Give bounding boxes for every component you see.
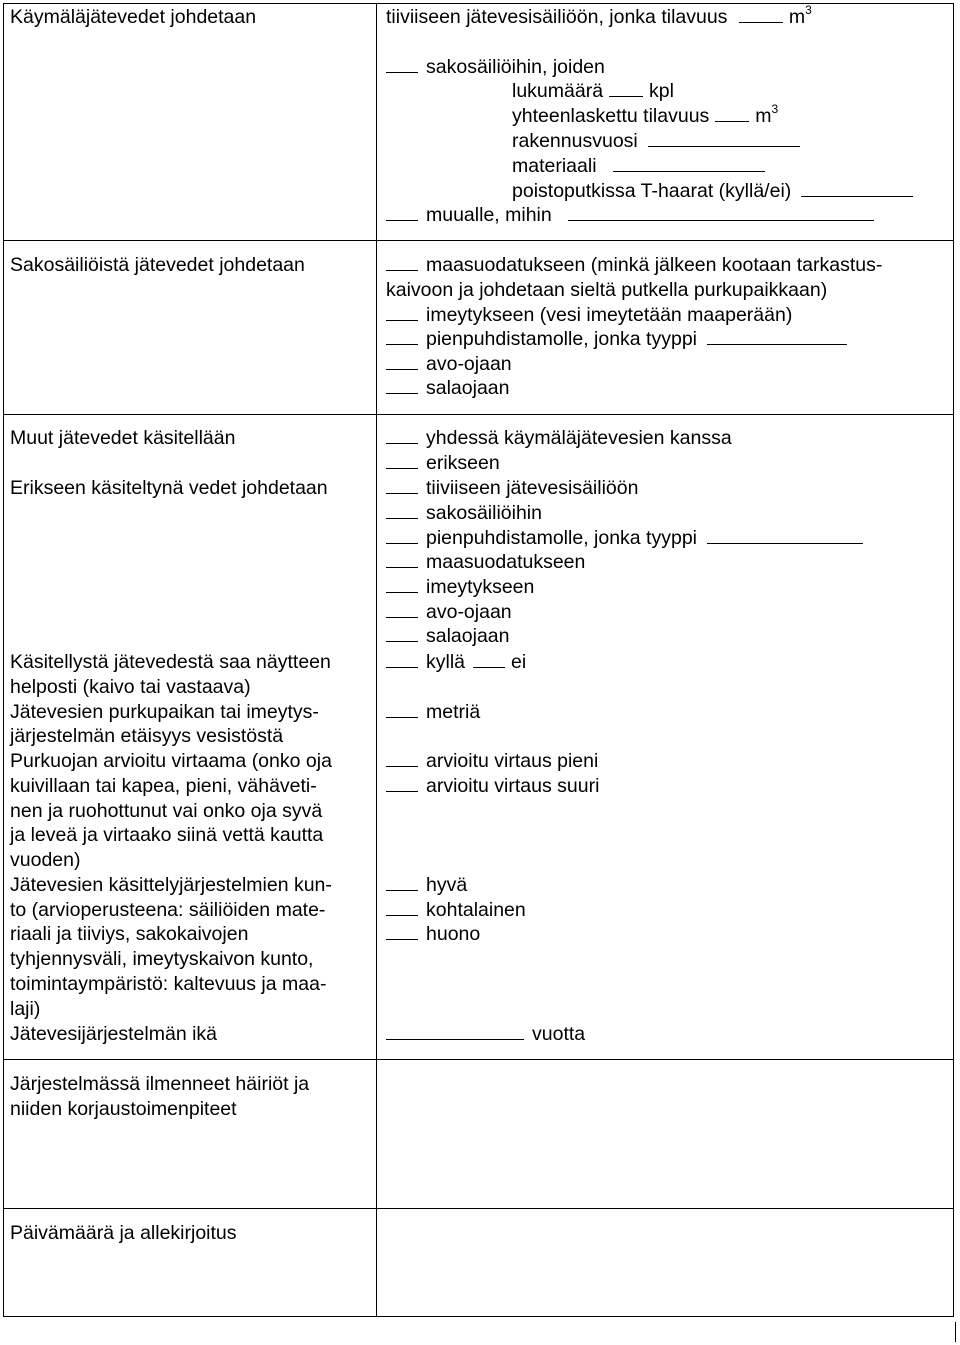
ground-filter-option — [386, 253, 882, 277]
sample-label-2: helposti (kaivo tai vastaava) — [10, 676, 251, 698]
unit-superscript: 3 — [771, 102, 779, 116]
sep-infiltration-option — [386, 575, 534, 599]
sep-infiltration-text: imeytykseen — [426, 576, 535, 598]
sep-ground-filter-text: maasuodatukseen — [426, 551, 586, 573]
material-label: materiaali — [512, 155, 597, 177]
checkbox-blank[interactable] — [386, 749, 418, 767]
toilet-wastewater-label: Käymäläjätevedet johdetaan — [10, 6, 257, 28]
flow-label-5: vuoden) — [10, 849, 81, 871]
page-edge-mark — [955, 1322, 956, 1342]
septic-outflow-label: Sakosäiliöistä jätevedet johdetaan — [10, 254, 305, 276]
small-plant-type-field[interactable] — [707, 327, 847, 345]
sep-subdrain-option — [386, 624, 509, 648]
faults-field[interactable] — [380, 1062, 950, 1206]
tank-text: tiiviiseen jätevesisäiliöön, jonka tilavuus — [386, 6, 728, 28]
distance-label-2: järjestelmän etäisyys vesistöstä — [10, 725, 284, 747]
t-branches-label: poistoputkissa T-haarat (kyllä/ei) — [512, 180, 792, 202]
checkbox-blank[interactable] — [386, 526, 418, 544]
sep-small-plant-text: pienpuhdistamolle, jonka tyyppi — [426, 527, 698, 549]
checkbox-blank[interactable] — [386, 873, 418, 891]
flow-label-3: nen ja ruohottunut vai onko oja syvä — [10, 800, 323, 822]
checkbox-blank[interactable] — [386, 376, 418, 394]
separate-treatment-label: Erikseen käsiteltynä vedet johdetaan — [10, 477, 328, 499]
flow-high-option — [386, 774, 599, 798]
row-divider — [3, 240, 954, 241]
checkbox-blank[interactable] — [386, 501, 418, 519]
checkbox-blank[interactable] — [386, 774, 418, 792]
tank-unit: m — [788, 6, 806, 28]
ground-filter-text-cont: kaivoon ja johdetaan sieltä putkella purkupaikkaan) — [386, 279, 828, 301]
year-built-field[interactable] — [648, 129, 800, 147]
open-ditch-option — [386, 352, 512, 376]
condition-good-text: hyvä — [426, 874, 468, 896]
checkbox-blank[interactable] — [386, 203, 418, 221]
total-volume-label: yhteenlaskettu tilavuus — [512, 105, 710, 127]
total-volume-unit: m — [755, 105, 772, 127]
checkbox-blank[interactable] — [386, 253, 418, 271]
condition-label-3: riaali ja tiiviys, sakokaivojen — [10, 923, 249, 945]
condition-label-2: to (arvioperusteena: säiliöiden mate- — [10, 899, 326, 921]
distance-unit: metriä — [426, 701, 481, 723]
sep-subdrain-text: salaojaan — [426, 625, 510, 647]
subdrain-option — [386, 376, 509, 400]
separately-option — [386, 451, 500, 475]
sep-open-ditch-text: avo-ojaan — [426, 601, 512, 623]
condition-poor-text: huono — [426, 923, 481, 945]
checkbox-blank[interactable] — [386, 624, 418, 642]
condition-label-6: laji) — [10, 998, 41, 1020]
septic-tanks-option — [386, 55, 605, 79]
material-row — [512, 154, 771, 178]
other-wastewater-label: Muut jätevedet käsitellään — [10, 427, 236, 449]
age-label: Jätevesijärjestelmän ikä — [10, 1023, 218, 1045]
checkbox-blank[interactable] — [386, 55, 418, 73]
checkbox-blank[interactable] — [386, 476, 418, 494]
t-branches-row — [512, 179, 919, 203]
material-field[interactable] — [613, 154, 765, 172]
open-ditch-text: avo-ojaan — [426, 353, 512, 375]
faults-label-2: niiden korjaustoimenpiteet — [10, 1098, 237, 1120]
condition-good-option — [386, 873, 467, 897]
flow-label-4: ja leveä ja virtaako siinä vettä kautta — [10, 824, 324, 846]
t-branches-field[interactable] — [801, 179, 913, 197]
sample-yes: kyllä — [426, 651, 466, 673]
sep-septic-text: sakosäiliöihin — [426, 502, 542, 524]
sep-small-plant-type-field[interactable] — [707, 526, 863, 544]
checkbox-blank[interactable] — [386, 352, 418, 370]
small-plant-option — [386, 327, 853, 351]
condition-label-1: Jätevesien käsittelyjärjestelmien kun- — [10, 874, 332, 896]
sample-options — [386, 650, 526, 674]
condition-poor-option — [386, 922, 480, 946]
column-divider — [376, 3, 377, 1317]
together-text: yhdessä käymäläjätevesien kanssa — [426, 427, 732, 449]
sep-tank-option — [386, 476, 638, 500]
checkbox-blank[interactable] — [386, 550, 418, 568]
count-field[interactable] — [609, 79, 643, 97]
flow-label-2: kuivillaan tai kapea, pieni, vähäveti- — [10, 775, 317, 797]
sample-no: ei — [511, 651, 527, 673]
separately-text: erikseen — [426, 452, 500, 474]
tank-option — [386, 5, 812, 29]
subdrain-text: salaojaan — [426, 377, 510, 399]
checkbox-blank[interactable] — [386, 922, 418, 940]
sep-small-plant-option — [386, 526, 869, 550]
signature-field[interactable] — [380, 1211, 950, 1314]
row-divider — [3, 1059, 954, 1060]
flow-low-text: arvioitu virtaus pieni — [426, 750, 599, 772]
together-option — [386, 426, 732, 450]
checkbox-blank[interactable] — [386, 303, 418, 321]
age-unit: vuotta — [532, 1023, 586, 1045]
checkbox-blank[interactable] — [386, 575, 418, 593]
condition-fair-text: kohtalainen — [426, 899, 526, 921]
elsewhere-text: muualle, mihin — [426, 204, 552, 226]
faults-label-1: Järjestelmässä ilmenneet häiriöt ja — [10, 1073, 310, 1095]
elsewhere-field[interactable] — [568, 203, 874, 221]
flow-label-1: Purkuojan arvioitu virtaama (onko oja — [10, 750, 332, 772]
sep-ground-filter-option — [386, 550, 585, 574]
condition-fair-option — [386, 898, 526, 922]
sep-septic-option — [386, 501, 542, 525]
count-unit: kpl — [649, 80, 674, 102]
infiltration-option — [386, 303, 792, 327]
unit-superscript: 3 — [805, 3, 812, 17]
flow-high-text: arvioitu virtaus suuri — [426, 775, 600, 797]
year-built-row — [512, 129, 806, 153]
condition-label-5: toimintaympäristö: kaltevuus ja maa- — [10, 973, 327, 995]
row-divider — [3, 1208, 954, 1209]
flow-low-option — [386, 749, 598, 773]
total-volume-field[interactable] — [715, 104, 749, 122]
distance-field[interactable] — [386, 700, 418, 718]
elsewhere-option — [386, 203, 880, 227]
small-plant-text: pienpuhdistamolle, jonka tyyppi — [426, 328, 698, 350]
distance-label-1: Jätevesien purkupaikan tai imeytys- — [10, 701, 319, 723]
checkbox-blank[interactable] — [386, 898, 418, 916]
year-built-label: rakennusvuosi — [512, 130, 638, 152]
sep-open-ditch-option — [386, 600, 512, 624]
age-field[interactable] — [386, 1022, 524, 1040]
distance-value — [386, 700, 480, 724]
tank-volume-field[interactable] — [739, 5, 783, 23]
total-volume-row — [512, 104, 778, 128]
age-value — [386, 1022, 585, 1046]
condition-label-4: tyhjennysväli, imeytyskaivon kunto, — [10, 948, 314, 970]
ground-filter-text: maasuodatukseen (minkä jälkeen kootaan tarkastus- — [426, 254, 883, 276]
sep-tank-text: tiiviiseen jätevesisäiliöön — [426, 477, 639, 499]
checkbox-blank[interactable] — [473, 650, 505, 668]
sample-label-1: Käsitellystä jätevedestä saa näytteen — [10, 651, 331, 673]
checkbox-blank[interactable] — [386, 426, 418, 444]
checkbox-blank[interactable] — [386, 600, 418, 618]
checkbox-blank[interactable] — [386, 650, 418, 668]
signature-label: Päivämäärä ja allekirjoitus — [10, 1222, 237, 1244]
checkbox-blank[interactable] — [386, 327, 418, 345]
septic-tanks-text: sakosäiliöihin, joiden — [426, 56, 605, 78]
row-divider — [3, 414, 954, 415]
checkbox-blank[interactable] — [386, 451, 418, 469]
infiltration-text: imeytykseen (vesi imeytetään maaperään) — [426, 304, 793, 326]
count-row — [512, 79, 674, 103]
count-label: lukumäärä — [512, 80, 604, 102]
